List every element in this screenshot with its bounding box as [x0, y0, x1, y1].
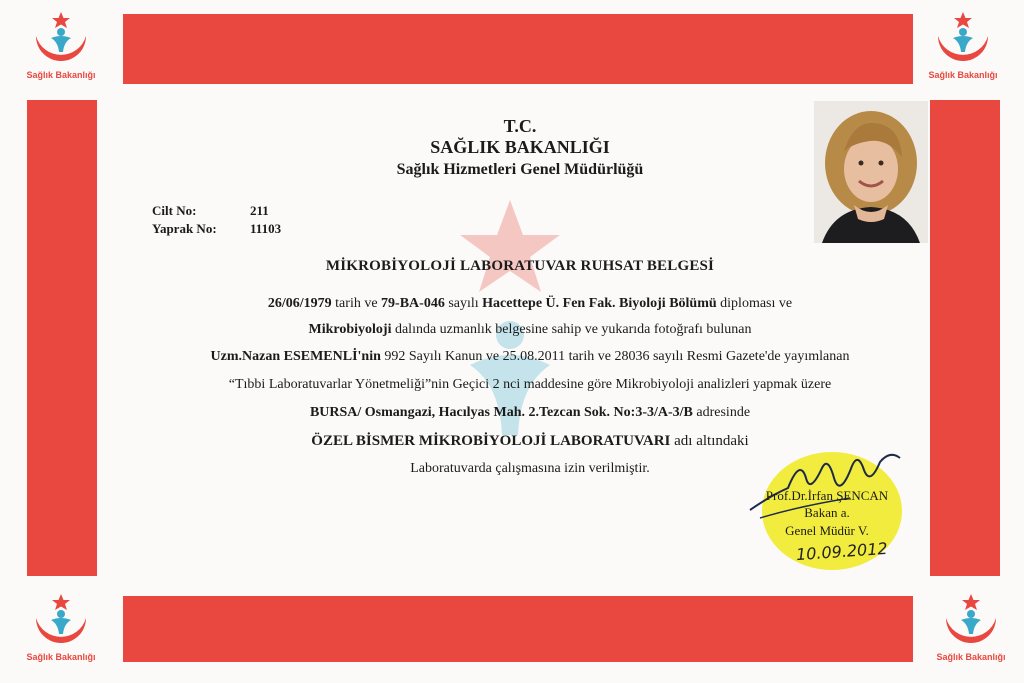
portrait-icon	[814, 101, 928, 243]
red-frame-bottom	[123, 596, 913, 662]
signer-name: Prof.Dr.İrfan ŞENCAN	[765, 488, 889, 503]
diploma-number: 79-BA-046	[381, 296, 445, 311]
text: diploması ve	[716, 296, 793, 311]
cilt-value: 211	[250, 203, 269, 218]
signature-date: 10.09.2012	[795, 538, 889, 565]
document-title: MİKROBİYOLOJİ LABORATUVAR RUHSAT BELGESİ	[325, 258, 715, 274]
lab-address: BURSA/ Osmangazi, Hacılyas Mah. 2.Tezcan Sok. No:3-3/A-3/B	[309, 405, 693, 420]
header-directorate: Sağlık Hizmetleri Genel Müdürlüğü	[396, 161, 644, 178]
body-line-2	[130, 322, 930, 338]
red-frame-top	[123, 14, 913, 84]
lab-name: ÖZEL BİSMER MİKROBİYOLOJİ LABORATUVARI	[311, 433, 671, 449]
body-line-1	[130, 296, 930, 312]
holder-photo	[814, 101, 928, 243]
cilt-label: Cilt No:	[152, 203, 197, 218]
specialty: Mikrobiyoloji	[308, 322, 392, 337]
ministry-emblem-icon	[18, 8, 104, 70]
text: sayılı	[444, 296, 483, 311]
yaprak-value: 11103	[250, 221, 282, 236]
header-ministry: SAĞLIK BAKANLIĞI	[430, 137, 610, 157]
signer-role-2: Genel Müdür V.	[785, 523, 869, 538]
ministry-emblem-icon	[928, 590, 1014, 652]
body-line-5	[130, 405, 930, 421]
text: dalında uzmanlık belgesine sahip ve yukarıda fotoğrafı bulunan	[391, 322, 752, 337]
red-frame-left	[27, 100, 97, 576]
body-line-3	[130, 349, 930, 365]
holder-name: Uzm.Nazan ESEMENLİ'nin	[210, 349, 381, 364]
yaprak-label: Yaprak No:	[152, 221, 217, 236]
ministry-logo-top-left	[18, 8, 104, 94]
ministry-emblem-icon	[18, 590, 104, 652]
ministry-logo-top-right	[920, 8, 1006, 94]
text: tarih ve	[331, 296, 382, 311]
university-name: Hacettepe Ü. Fen Fak. Biyoloji Bölümü	[482, 296, 717, 311]
logo-label: Sağlık Bakanlığı	[26, 70, 96, 80]
body-line-7: Laboratuvarda çalışmasına izin verilmiştir.	[410, 461, 650, 476]
header-tc: T.C.	[503, 116, 537, 136]
ministry-logo-bottom-right	[928, 590, 1014, 676]
ministry-logo-bottom-left	[18, 590, 104, 676]
body-line-4: “Tıbbi Laboratuvarlar Yönetmeliği”nin Geçici 2 nci maddesine göre Mikrobiyoloji analizleri yapmak üzere	[228, 377, 832, 392]
logo-label: Sağlık Bakanlığı	[936, 652, 1006, 662]
logo-label: Sağlık Bakanlığı	[928, 70, 998, 80]
ministry-emblem-icon	[920, 8, 1006, 70]
logo-label: Sağlık Bakanlığı	[26, 652, 96, 662]
signer-role-1: Bakan a.	[804, 505, 850, 520]
diploma-date: 26/06/1979	[267, 296, 332, 311]
text: 992 Sayılı Kanun ve 25.08.2011 tarih ve 28036 sayılı Resmi Gazete'de yayımlanan	[380, 349, 850, 364]
text: adı altındaki	[670, 433, 749, 449]
red-frame-right	[930, 100, 1000, 576]
text: adresinde	[692, 405, 751, 420]
